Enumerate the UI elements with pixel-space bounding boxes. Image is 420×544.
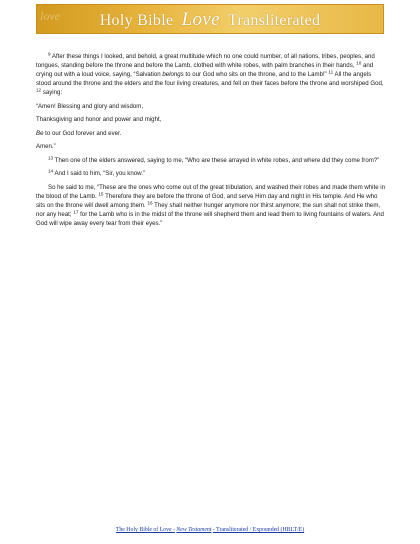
paragraph-verses-9-12 xyxy=(36,52,386,97)
poem-line: Thanksgiving and honor and power and might, xyxy=(36,116,162,123)
poem-line xyxy=(36,129,386,138)
verse-text: And I said to him, “Sir, you know.” xyxy=(54,170,145,177)
verse-number: 17 xyxy=(73,209,79,214)
verse-number: 15 xyxy=(98,191,104,196)
paragraph-verse-14 xyxy=(36,169,386,178)
verse-number: 16 xyxy=(147,200,153,205)
poem-line: Amen.” xyxy=(36,143,56,150)
verse-text: So he said to me, “These are the ones who come out of the great tribulation, and washed their robes and made them white in the blood of the Lamb. xyxy=(36,183,386,200)
poem-line: “Amen! Blessing and glory and wisdom, xyxy=(36,102,144,110)
verse-number: 9 xyxy=(48,51,51,57)
banner-title-right: Transliterated xyxy=(227,12,321,29)
banner-title xyxy=(36,9,384,31)
poem-text: to our God forever and ever. xyxy=(45,129,122,137)
banner-decoration: love xyxy=(40,9,60,23)
verse-number: 10 xyxy=(356,60,362,66)
verse-number: 13 xyxy=(48,155,54,160)
footer-text[interactable]: - Transliterated / Expounded (HBLT/E) xyxy=(212,527,305,533)
verse-text: All the angels stood around the throne and the elders and the four living creatures, and fell on their faces before the throne and worshiped God, xyxy=(36,71,384,87)
verse-text: to our God who sits on the throne, and to the Lamb!” xyxy=(185,71,327,78)
verse-text: and crying out with a loud voice, saying, “Salvation xyxy=(36,62,374,78)
footer-text-italic[interactable]: New Testament xyxy=(176,527,212,533)
banner-title-script: Love xyxy=(181,9,220,30)
italic-word: Be xyxy=(36,129,44,137)
verse-text: Therefore they are before the throne of God, and serve Him day and night in His temple. And He who sits on the throne will dwell among them. xyxy=(36,192,378,209)
footer-text[interactable]: The Holy Bible of Love - xyxy=(115,527,175,533)
verse-text: saying: xyxy=(42,89,63,96)
verse-text: They shall neither hunger anymore nor thirst anymore; the sun shall not strike them, nor any heat; xyxy=(36,201,381,218)
italic-word: belongs xyxy=(162,71,184,78)
banner-title-left: Holy Bible xyxy=(99,12,174,29)
verse-number: 12 xyxy=(36,87,42,93)
paragraph-verse-13 xyxy=(36,156,386,165)
verse-number: 14 xyxy=(48,168,54,174)
header-banner xyxy=(36,4,384,34)
footer-link[interactable] xyxy=(0,527,420,533)
verse-text: Then one of the elders answered, saying to me, “Who are these arrayed in white robes, and where did they come from?” xyxy=(54,156,380,164)
scripture-text xyxy=(36,52,386,232)
verse-number: 11 xyxy=(328,69,334,75)
paragraph-verses-14-17 xyxy=(36,183,386,228)
verse-text: for the Lamb who is in the midst of the throne will shepherd them and lead them to living fountains of waters. And God will wipe away every tear from their eyes.” xyxy=(36,210,384,227)
verse-text: After these things I looked, and behold, a great multitude which no one could number, of all nations, tribes, peoples, and tongues, standing before the throne and before the Lamb, clothed with white robes, with palm branches in their hands, xyxy=(36,53,375,69)
